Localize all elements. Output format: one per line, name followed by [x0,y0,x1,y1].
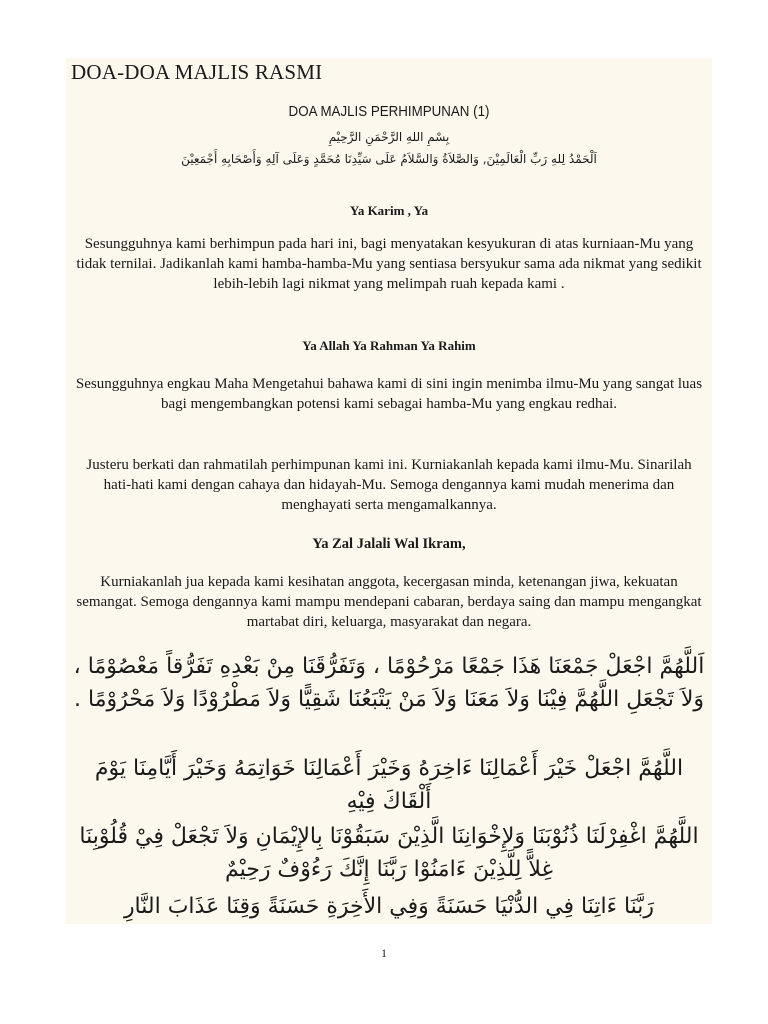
prayer-title: DOA MAJLIS PERHIMPUNAN (1) [288,104,490,120]
document-page [66,58,712,924]
arabic-prayer-4: رَبَّنَا ءَاتِنَا فِي الدُّنْيَا حَسَنَةً وَفِي الأَخِرَةِ حَسَنَةً وَقِنَا عَذَابَ النَّارِ [123,894,655,919]
paragraph-gratitude: Sesungguhnya kami berhimpun pada hari ini, bagi menyatakan kesyukuran di atas kurniaan-Mu yang tidak ternilai. Jadikanlah kami hamba-hamba-Mu yang sentiasa bersyukur sama ada nikmat yang sedikit lebih-lebih lagi nikmat yang melimpah ruah kepada kami . [76,236,702,292]
invocation-heading-1: Ya Karim , Ya [349,203,429,218]
hamdalah-line: اَلْحَمْدُ لِلهِ رَبِّ الْعَالَمِيْنَ, وَالصَّلاَةُ وَالسَّلاَمُ عَلَى سَيِّدِنَا مُحَمَّدٍ وَعَلَى آلِهِ وَأَصْحَابِهِ أَجْمَعِيْنَ [181,152,597,166]
paragraph-health: Kurniakanlah jua kepada kami kesihatan anggota, kecergasan minda, ketenangan jiwa, kekuatan semangat. Semoga dengannya kami mampu mendepani cabaran, berdaya saing dan mampu mengangkat martabat diri, keluarga, masyarakat dan negara. [76,574,702,630]
invocation-heading-3: Ya Zal Jalali Wal Ikram, [312,536,466,552]
paragraph-knowledge: Sesungguhnya engkau Maha Mengetahui bahawa kami di sini ingin menimba ilmu-Mu yang sangat luas bagi mengembangkan potensi kami sebagai hamba-Mu yang engkau redhai. [75,376,703,412]
page-number: 1 [381,946,387,960]
invocation-heading-2: Ya Allah Ya Rahman Ya Rahim [302,338,476,353]
paragraph-blessing: Justeru berkati dan rahmatilah perhimpunan kami ini. Kurniakanlah kepada kami ilmu-Mu. Sinarilah hati-hati kami dengan cahaya dan hidayah-Mu. Semoga dengannya kami mudah menerima dan menghayati serta mengamalkannya. [86,457,692,513]
arabic-prayer-3: اللَّهُمَّ اغْفِرْلَنَا ذُنُوْبَنَا وَلإِخْوَانِنَا الَّذِيْنَ سَبَقُوْنَا بِالإِيْمَانِ وَلاَ تَجْعَلْ فِيْ قُلُوْبِنَا غِلاًّ لِلَّذِيْنَ ءَامَنُوْا رَبَّنَا إِنَّكَ رَءُوْفٌ رَحِيْمٌ [79,824,699,882]
arabic-prayer-1: اَللَّهُمَّ اجْعَلْ جَمْعَنَا هَذَا جَمْعًا مَرْحُوْمًا ، وَتَفَرُّقَنَا مِنْ بَعْدِهِ تَفَرُّقاً مَعْصُوْمًا ، وَلاَ تَجْعَلِ اللَّهُمَّ فِيْنَا وَلاَ مَعَنَا وَلاَ مَنْ يَتْبَعُنَا شَقِيًّا وَلاَ مَطْرُوْدًا وَلاَ مَحْرُوْمًا . [73,654,705,712]
arabic-prayer-2: اللَّهُمَّ اجْعَلْ خَيْرَ أَعْمَالِنَا ءَاخِرَهُ وَخَيْرَ أَعْمَالِنَا خَوَاتِمَهُ وَخَيْرَ أَيَّامِنَا يَوْمَ أَلْقَاكَ فِيْهِ [94,756,684,814]
basmalah-line: بِسْمِ اللهِ الرَّحْمَنِ الرَّحِيْمِ [328,130,450,144]
document-title: DOA-DOA MAJLIS RASMI [71,60,323,84]
